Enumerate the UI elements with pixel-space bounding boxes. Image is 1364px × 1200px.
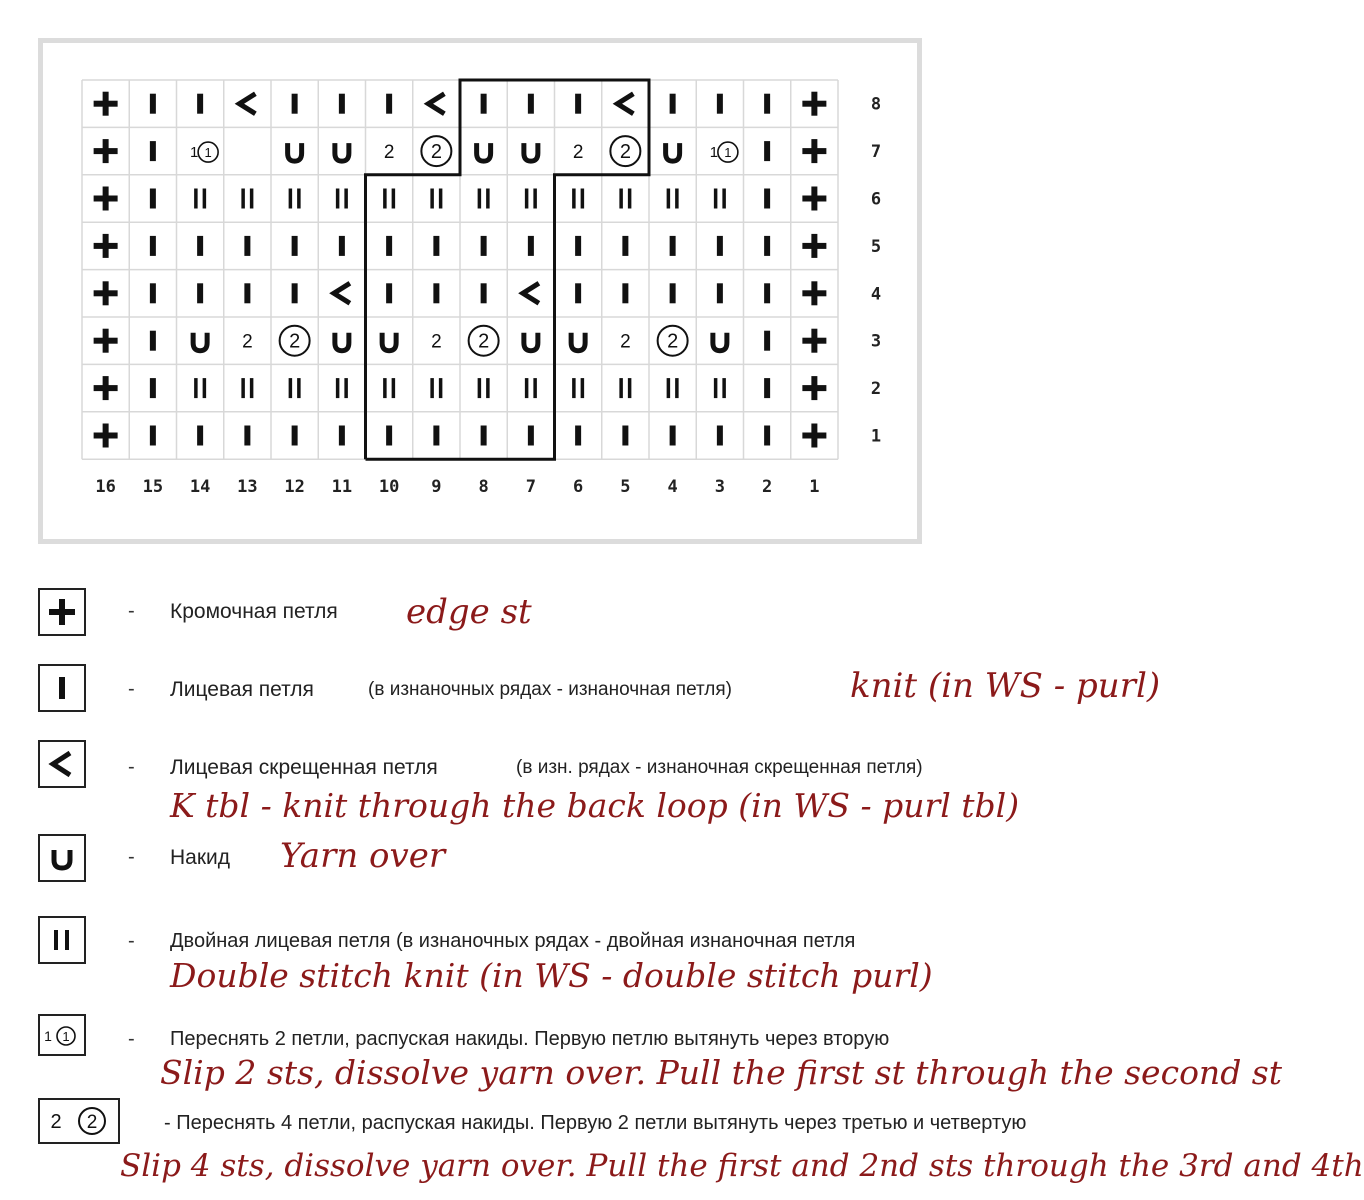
chart-cell-sl2 (710, 142, 738, 162)
sl4-circled-number: 2 (619, 141, 631, 164)
column-number: 9 (431, 477, 442, 498)
sl2-circled-number: 1 (204, 145, 212, 161)
row-number: 7 (870, 142, 882, 163)
chart-cell-yo (335, 333, 349, 351)
chart-cell-edge (802, 376, 826, 400)
legend-sl4-ru: - Переснять 4 петли, распуская накиды. Первую 2 петли вытянуть через третью и четвертую (164, 1112, 1027, 1134)
chart-cell-k (386, 94, 392, 114)
chart-cell-k (150, 283, 156, 303)
sl2-small-number: 1 (709, 144, 719, 162)
sl4-small-number: 2 (383, 142, 395, 164)
chart-cell-dbl (383, 378, 395, 398)
chart-cell-k (670, 426, 676, 446)
chart-cell-dbl (383, 189, 395, 209)
legend-sl2-small: 1 (44, 1028, 52, 1044)
column-number: 15 (142, 477, 164, 498)
chart-cell-k (575, 236, 581, 256)
chart-cell-edge (802, 234, 826, 258)
chart-cell-edge (802, 424, 826, 448)
chart-cell-tbl (239, 94, 255, 114)
sl2-small-number: 1 (189, 144, 199, 162)
chart-cell-edge (802, 92, 826, 116)
chart-cell-dbl (525, 378, 537, 398)
chart-cell-edge (802, 187, 826, 211)
chart-cell-dbl (289, 189, 301, 209)
chart-cell-dbl (619, 378, 631, 398)
chart-cell-k (717, 94, 723, 114)
legend-dbl-ru: Двойная лицевая петля (в изнаночных рядах - двойная изнаночная петля (170, 930, 856, 952)
sl4-small-number: 2 (242, 331, 253, 353)
chart-cell-k (197, 94, 203, 114)
chart-cell-k (244, 283, 250, 303)
chart-cell-k (764, 94, 770, 114)
chart-cell-k (670, 236, 676, 256)
row-number: 8 (870, 94, 882, 115)
chart-cell-sl4 (573, 136, 641, 166)
row-number: 3 (870, 331, 882, 352)
chart-cell-yo (382, 333, 396, 351)
chart-cell-yo (335, 143, 349, 161)
chart-cell-sl4 (431, 326, 499, 356)
chart-cell-dbl (430, 378, 442, 398)
legend-knit-symbol (38, 664, 86, 712)
chart-cell-dbl (572, 189, 584, 209)
chart-cell-k (433, 283, 439, 303)
chart-cell-k (717, 283, 723, 303)
chart-cell-k (528, 426, 534, 446)
column-number: 7 (525, 477, 536, 498)
chart-cell-yo (524, 333, 538, 351)
chart-cell-k (197, 236, 203, 256)
legend-sl2-ru: Переснять 2 петли, распуская накиды. Первую петлю вытянуть через вторую (170, 1028, 890, 1050)
chart-cell-yo (193, 333, 207, 351)
chart-cell-k (197, 426, 203, 446)
chart-cell-k (575, 283, 581, 303)
chart-cell-dbl (478, 189, 490, 209)
chart-cell-edge (94, 376, 118, 400)
sl4-circled-number: 2 (478, 330, 490, 353)
chart-cell-sl4 (620, 326, 688, 356)
legend-knit-ru-paren: (в изнаночных рядах - изнаночная петля) (368, 679, 732, 700)
chart-cell-dbl (525, 189, 537, 209)
chart-cell-dbl (572, 378, 584, 398)
row-number: 5 (870, 236, 882, 257)
sl4-circled-number: 2 (430, 141, 442, 164)
chart-cell-k (481, 94, 487, 114)
legend-sl4-symbol (38, 1098, 120, 1144)
chart-cell-k (764, 236, 770, 256)
legend-edge-en: edge st (406, 592, 532, 632)
chart-cell-k (244, 426, 250, 446)
chart-cell-dbl (667, 378, 679, 398)
column-number: 8 (478, 477, 489, 498)
chart-cell-edge (94, 187, 118, 211)
chart-cell-tbl (334, 283, 350, 303)
chart-cell-k (150, 426, 156, 446)
chart-cell-k (150, 236, 156, 256)
legend-edge-symbol (38, 588, 86, 636)
column-number: 5 (620, 477, 631, 498)
row-number: 2 (870, 379, 882, 400)
chart-cell-k (622, 283, 628, 303)
chart-cell-k (764, 426, 770, 446)
sl4-small-number: 2 (620, 331, 631, 353)
chart-cell-k (764, 283, 770, 303)
chart-cell-k (292, 94, 298, 114)
chart-cell-k (764, 189, 770, 209)
chart-cell-k (622, 426, 628, 446)
legend-tbl-en: K tbl - knit through the back loop (in WS - purl tbl) (170, 786, 1020, 825)
chart-cell-k (575, 426, 581, 446)
row-number: 1 (870, 426, 882, 447)
chart-cell-edge (94, 92, 118, 116)
chart-cell-k (339, 94, 345, 114)
row-number: 6 (870, 189, 882, 210)
sl4-small-number: 2 (431, 331, 442, 353)
chart-cell-k (528, 236, 534, 256)
chart-cell-k (150, 141, 156, 161)
legend-tbl-ru-paren: (в изн. рядах - изнаночная скрещенная петля) (516, 757, 923, 778)
column-number: 13 (237, 477, 258, 498)
chart-cell-edge (802, 139, 826, 163)
legend-tbl-dash: - (128, 756, 135, 778)
row-number: 4 (870, 284, 882, 305)
chart-cell-k (764, 378, 770, 398)
column-number: 12 (284, 477, 305, 498)
legend-sl2-en: Slip 2 sts, dissolve yarn over. Pull the first st through the second st (160, 1053, 1282, 1092)
chart-cell-dbl (667, 189, 679, 209)
chart-cell-k (339, 236, 345, 256)
chart-cell-k (150, 331, 156, 351)
chart-cell-k (528, 94, 534, 114)
chart-cell-k (292, 283, 298, 303)
sl2-circled-number: 1 (724, 145, 732, 161)
chart-cell-edge (94, 281, 118, 305)
legend-yo-ru: Накид (170, 846, 231, 869)
chart-cell-dbl (194, 189, 206, 209)
chart-cell-k (670, 94, 676, 114)
chart-cell-k (386, 426, 392, 446)
chart-cell-k (717, 426, 723, 446)
legend-sl2-circle: 1 (62, 1029, 70, 1044)
column-number: 16 (95, 477, 116, 498)
chart-cell-yo (571, 333, 585, 351)
legend-yo-en: Yarn over (280, 836, 446, 876)
chart-cell-dbl (619, 189, 631, 209)
chart-cell-k (292, 426, 298, 446)
legend-knit-ru: Лицевая петля (170, 678, 314, 701)
chart-cell-dbl (241, 189, 253, 209)
legend-yo-dash: - (128, 846, 135, 868)
column-number: 11 (331, 477, 353, 498)
chart-cell-edge (94, 139, 118, 163)
chart-cell-yo (524, 143, 538, 161)
chart-cell-tbl (617, 94, 633, 114)
chart-cell-dbl (430, 189, 442, 209)
chart-cell-k (481, 283, 487, 303)
chart-cell-dbl (714, 189, 726, 209)
column-number: 1 (809, 477, 820, 498)
sl4-circled-number: 2 (289, 330, 301, 353)
chart-cell-edge (94, 329, 118, 353)
chart-cell-k (764, 141, 770, 161)
legend-edge-dash: - (128, 600, 135, 622)
column-number: 10 (378, 477, 400, 498)
legend-sl4-circle: 2 (86, 1112, 98, 1133)
chart-cell-edge (94, 424, 118, 448)
chart-cell-k (150, 189, 156, 209)
legend-sl2-dash: - (128, 1028, 135, 1050)
chart-cell-yo (477, 143, 491, 161)
chart-cell-dbl (194, 378, 206, 398)
sl4-circled-number: 2 (667, 330, 679, 353)
chart-cell-dbl (336, 189, 348, 209)
chart-cell-dbl (714, 378, 726, 398)
chart-cell-k (150, 378, 156, 398)
column-number: 2 (762, 477, 773, 498)
legend-sl4-en: Slip 4 sts, dissolve yarn over. Pull the first and 2nd sts through the 3rd and 4th (120, 1148, 1364, 1184)
legend-dbl-dash: - (128, 930, 135, 952)
legend-sl2-symbol (38, 1014, 86, 1056)
legend-sl4-small: 2 (50, 1111, 62, 1133)
legend-edge-ru: Кромочная петля (170, 600, 338, 623)
column-number: 4 (667, 477, 678, 498)
chart-cell-k (433, 426, 439, 446)
knitting-chart (0, 0, 1200, 560)
chart-cell-tbl (428, 94, 444, 114)
chart-cell-sl4 (384, 136, 452, 166)
legend-knit-en: knit (in WS - purl) (850, 666, 1161, 706)
column-number: 6 (573, 477, 584, 498)
chart-cell-k (764, 331, 770, 351)
chart-cell-dbl (478, 378, 490, 398)
chart-cell-k (150, 94, 156, 114)
legend-dbl-en: Double stitch knit (in WS - double stitch purl) (170, 956, 933, 995)
chart-cell-k (670, 283, 676, 303)
column-number: 14 (189, 477, 211, 498)
chart-cell-dbl (289, 378, 301, 398)
sl4-small-number: 2 (572, 142, 584, 164)
chart-cell-k (292, 236, 298, 256)
chart-cell-tbl (523, 283, 539, 303)
chart-cell-k (575, 94, 581, 114)
legend-yo-symbol (38, 834, 86, 882)
chart-cell-k (244, 236, 250, 256)
chart-cell-yo (288, 143, 302, 161)
chart-cell-edge (94, 234, 118, 258)
chart-cell-edge (802, 329, 826, 353)
chart-cell-sl2 (190, 142, 218, 162)
chart-cell-sl4 (242, 326, 310, 356)
chart-cell-dbl (336, 378, 348, 398)
chart-cell-k (197, 283, 203, 303)
chart-cell-k (433, 236, 439, 256)
chart-cell-yo (666, 143, 680, 161)
chart-cell-k (386, 236, 392, 256)
legend-tbl-ru: Лицевая скрещенная петля (170, 756, 438, 779)
legend-dbl-symbol (38, 916, 86, 964)
legend-tbl-symbol (38, 740, 86, 788)
chart-cell-dbl (241, 378, 253, 398)
chart-cell-k (339, 426, 345, 446)
chart-cell-k (717, 236, 723, 256)
legend-knit-dash: - (128, 678, 135, 700)
chart-cell-k (622, 236, 628, 256)
chart-cell-k (386, 283, 392, 303)
column-number: 3 (714, 477, 725, 498)
chart-cell-k (481, 236, 487, 256)
chart-cell-edge (802, 281, 826, 305)
chart-cell-yo (713, 333, 727, 351)
chart-cell-k (481, 426, 487, 446)
